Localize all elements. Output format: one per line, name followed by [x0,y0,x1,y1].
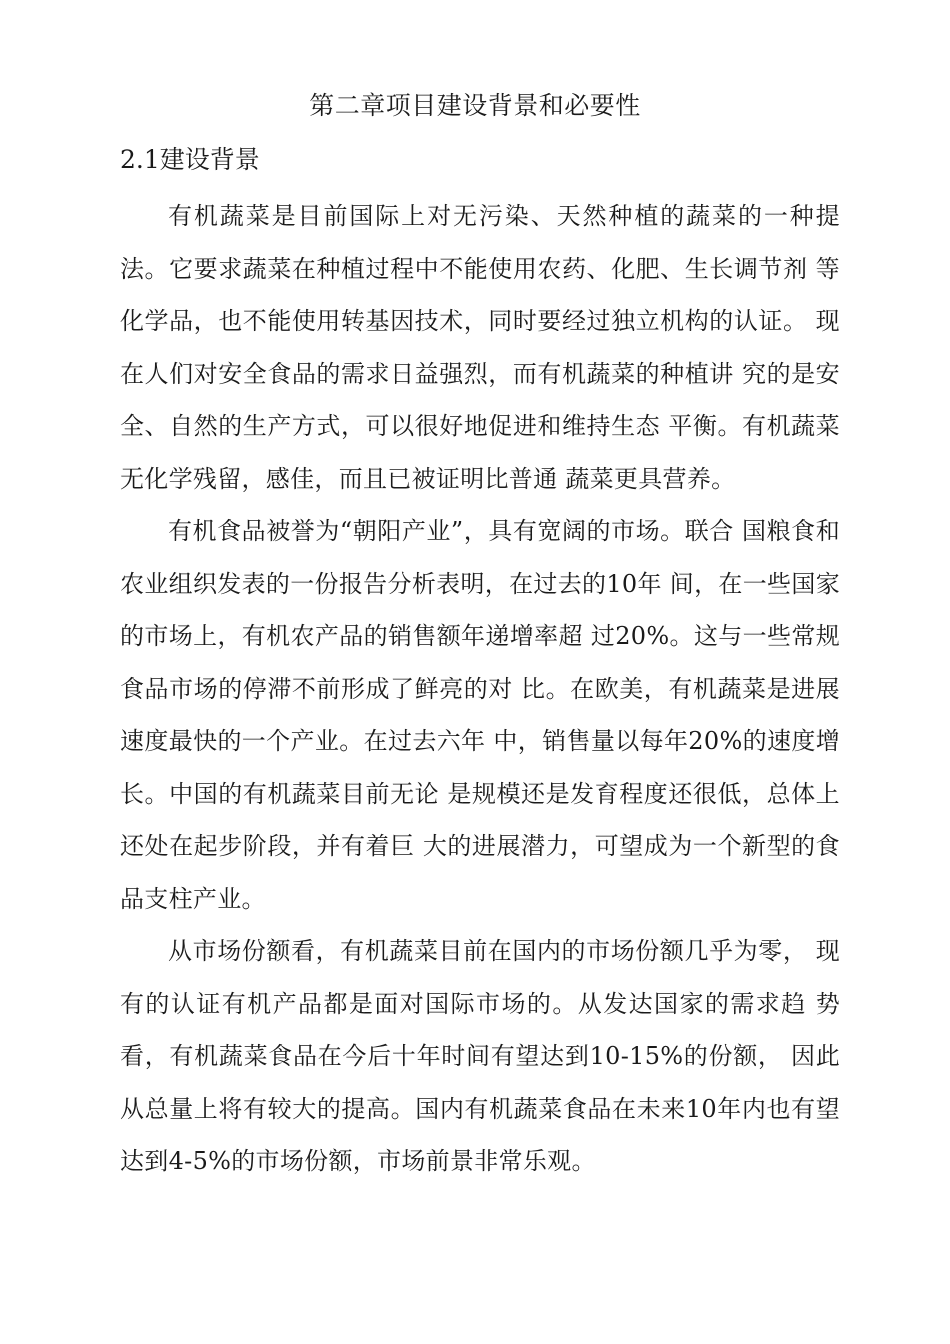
section-heading: 2.1建设背景 [120,145,260,174]
body-text [120,190,840,1188]
chapter-title: 第二章项目建设背景和必要性 [309,91,641,120]
paragraph-organic-vegetables-definition: 有机蔬菜是目前国际上对无污染、天然种植的蔬菜的一种提法。它要求蔬菜在种植过程中不能使用农药、化肥、生长调节剂 等化学品，也不能使用转基因技术，同时要经过独立机构的认证。 现在人们对安全食品的需求日益强烈，而有机蔬菜的种植讲 究的是安全、自然的生产方式，可以很好地促进和维持生态 平衡。有机蔬菜无化学残留，感佳，而且已被证明比普通 蔬菜更具营养。 [120,202,840,493]
paragraph-market-share: 从市场份额看，有机蔬菜目前在国内的市场份额几乎为零， 现有的认证有机产品都是面对国际市场的。从发达国家的需求趋 势看，有机蔬菜食品在今后十年时间有望达到10-15%的份额， 因此从总量上将有较大的提高。国内有机蔬菜食品在未来10年内也有望达到4-5%的市场份额，市场前景非常乐观。 [120,937,841,1175]
paragraph-organic-food-market: 有机食品被誉为“朝阳产业”，具有宽阔的市场。联合 国粮食和农业组织发表的一份报告分析表明，在过去的10年 间，在一些国家的市场上，有机农产品的销售额年递增率超 过20%。这与一些常规食品市场的停滞不前形成了鲜亮的对 比。在欧美，有机蔬菜是进展速度最快的一个产业。在过去六年 中，销售量以每年20%的速度增长。中国的有机蔬菜目前无论 是规模还是发育程度还很低，总体上还处在起步阶段，并有着巨 大的进展潜力，可望成为一个新型的食品支柱产业。 [120,517,840,913]
